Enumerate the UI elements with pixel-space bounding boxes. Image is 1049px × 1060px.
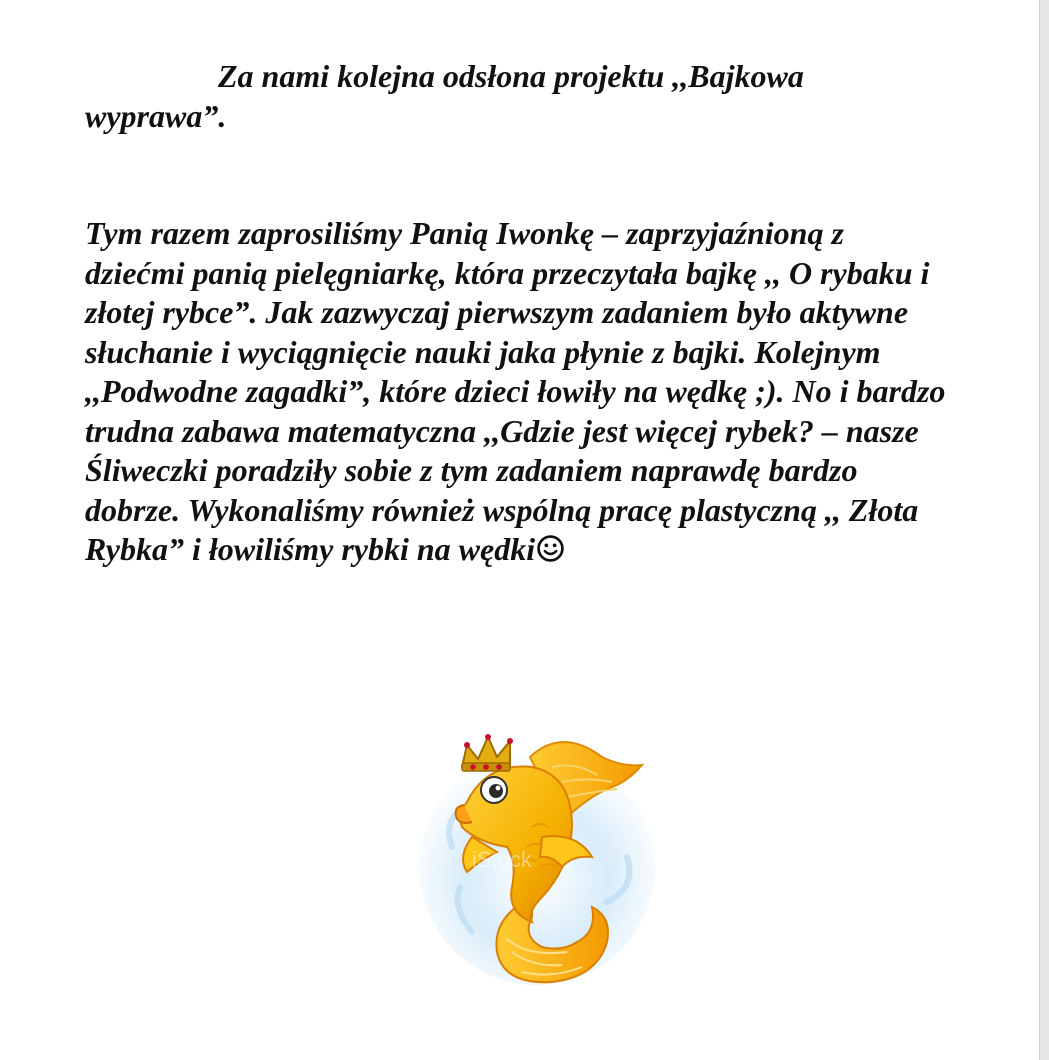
page-right-edge bbox=[1039, 0, 1049, 1060]
heading-paragraph: Za nami kolejna odsłona projektu ,,Bajkowa wyprawa”. bbox=[85, 58, 804, 134]
watermark-text: iStock bbox=[472, 847, 532, 872]
golden-fish-illustration bbox=[412, 727, 662, 989]
smiley-face-icon bbox=[536, 533, 565, 573]
body-paragraph bbox=[85, 214, 947, 573]
crown-icon bbox=[462, 734, 513, 771]
body-text: Tym razem zaprosiliśmy Panią Iwonkę – zaprzyjaźnioną z dziećmi panią pielęgniarkę, która przeczytała bajkę ,, O rybaku i złotej rybce”. Jak zazwyczaj pierwszym zadaniem było aktywne słuchanie i wyciągnięcie nauki jaka płynie z bajki. Kolejnym ,,Podwodne zagadki”, które dzieci łowiły na wędkę ;). No i bardzo trudna zabawa matematyczna ,,Gdzie jest więcej rybek? – nasze Śliweczki poradziły sobie z tym zadaniem naprawdę bardzo dobrze. Wykonaliśmy również wspólną pracę plastyczną ,, Złota Rybka” i łowiliśmy rybki na wędki bbox=[85, 215, 946, 567]
